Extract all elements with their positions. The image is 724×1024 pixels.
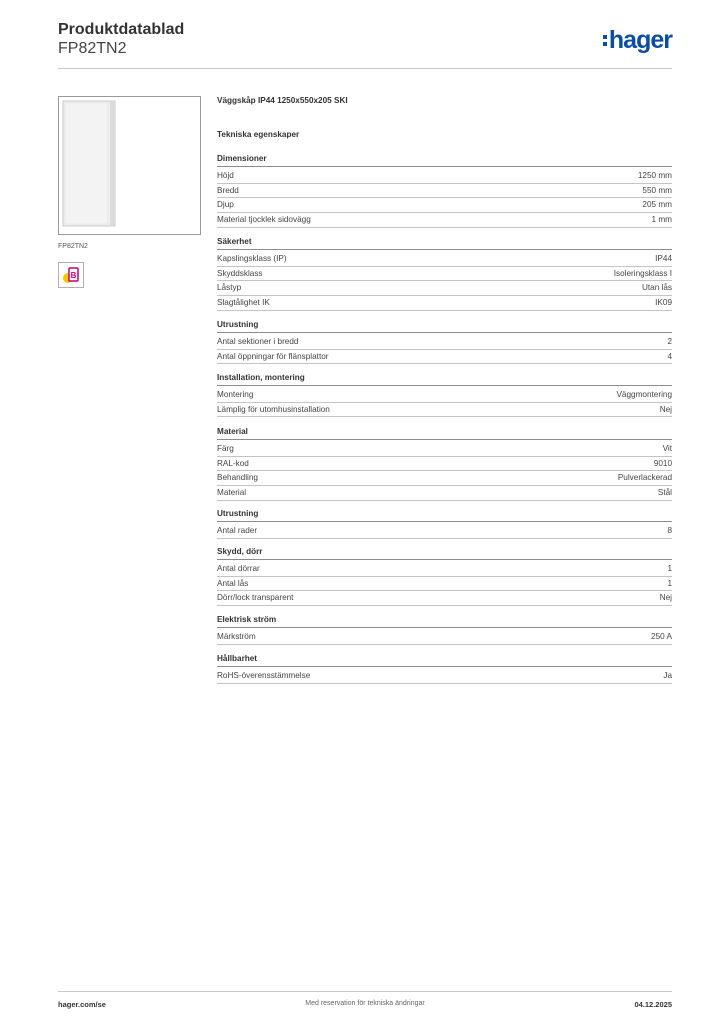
spec-row (217, 213, 672, 228)
product-code: FP82TN2 (58, 40, 127, 57)
spec-row (217, 403, 672, 418)
spec-row (217, 669, 672, 684)
spec-value: Väggmontering (616, 390, 672, 399)
hager-logo (603, 27, 672, 53)
section-heading: Dimensioner (217, 154, 672, 167)
spec-row (217, 296, 672, 311)
spec-label: Djup (217, 200, 234, 210)
logo-dots-icon (603, 35, 607, 46)
spec-value: Ja (663, 671, 672, 680)
spec-label: Antal sektioner i bredd (217, 337, 299, 346)
spec-label: Färg (217, 444, 234, 453)
spec-label: Antal dörrar (217, 564, 260, 573)
spec-value: 2 (667, 337, 672, 346)
spec-row (217, 471, 672, 486)
spec-value: 9010 (653, 458, 672, 468)
section-heading: Elektrisk ström (217, 615, 672, 628)
spec-value: 205 mm (642, 200, 672, 210)
spec-row (217, 457, 672, 472)
spec-row (217, 198, 672, 213)
logo-text: hager (608, 26, 672, 54)
spec-label: Behandling (217, 473, 258, 483)
spec-label: RAL-kod (217, 458, 249, 468)
spec-row (217, 524, 672, 539)
footer-website: hager.com/se (58, 1000, 106, 1009)
spec-value: 1 (667, 578, 672, 588)
spec-value: Vit (662, 444, 672, 453)
section-heading: Hållbarhet (217, 654, 672, 667)
spec-value: 1 mm (651, 215, 672, 225)
spec-value: 8 (667, 526, 672, 535)
spec-label: Höjd (217, 171, 234, 180)
spec-row (217, 169, 672, 184)
spec-label: Antal lås (217, 578, 249, 588)
spec-row (217, 577, 672, 592)
spec-row (217, 335, 672, 350)
spec-label: Bredd (217, 185, 239, 195)
section-heading: Utrustning (217, 320, 672, 333)
tech-heading: Tekniska egenskaper (217, 130, 300, 139)
spec-label: Skyddsklass (217, 268, 263, 278)
product-name: Väggskåp IP44 1250x550x205 SKI (217, 96, 348, 105)
spec-label: Antal rader (217, 526, 258, 535)
spec-row (217, 486, 672, 501)
footer-disclaimer: Med reservation för tekniska ändringar (305, 1000, 425, 1007)
spec-label: Lämplig för utomhusinstallation (217, 404, 330, 414)
spec-value: IP44 (655, 254, 672, 263)
spec-label: RoHS-överensstämmelse (217, 671, 311, 680)
spec-value: Nej (659, 593, 672, 603)
spec-label: Slagtålighet IK (217, 298, 270, 308)
spec-row (217, 252, 672, 267)
spec-row (217, 562, 672, 577)
spec-row (217, 281, 672, 296)
spec-value: Stål (657, 488, 672, 498)
spec-value: 550 mm (642, 185, 672, 195)
spec-row (217, 184, 672, 199)
cabinet-image (62, 100, 118, 228)
image-caption: FP82TN2 (58, 243, 88, 250)
spec-value: Utan lås (641, 283, 672, 293)
svg-text:B: B (70, 271, 77, 280)
spec-label: Antal öppningar för flänsplattor (217, 351, 329, 361)
spec-label: Kapslingsklass (IP) (217, 254, 287, 263)
spec-value: Pulverlackerad (617, 473, 672, 483)
spec-value: Isoleringsklass I (613, 268, 672, 278)
spec-label: Låstyp (217, 283, 242, 293)
spec-value: 250 A (651, 632, 672, 641)
section-heading: Säkerhet (217, 237, 672, 250)
page-footer (58, 991, 672, 1011)
spec-row (217, 442, 672, 457)
footer-date: 04.12.2025 (634, 1000, 672, 1009)
spec-label: Dörr/lock transparent (217, 593, 294, 603)
spec-value: 1250 mm (637, 171, 672, 180)
section-heading: Utrustning (217, 509, 672, 522)
spec-label: Material (217, 488, 247, 498)
section-heading: Installation, montering (217, 373, 672, 386)
document-title: Produktdatablad (58, 21, 185, 38)
spec-row (217, 350, 672, 365)
spec-value: Nej (659, 404, 672, 414)
spec-row (217, 388, 672, 403)
page-header (58, 21, 672, 69)
spec-row (217, 630, 672, 645)
spec-value: IK09 (655, 298, 672, 308)
spec-label: Montering (217, 390, 254, 399)
recycling-badge-icon (58, 262, 84, 288)
spec-label: Märkström (217, 632, 256, 641)
spec-label: Material tjocklek sidovägg (217, 215, 311, 225)
section-heading: Material (217, 427, 672, 440)
spec-value: 1 (667, 564, 672, 573)
spec-row (217, 591, 672, 606)
spec-value: 4 (667, 351, 672, 361)
section-heading: Skydd, dörr (217, 547, 672, 560)
spec-row (217, 267, 672, 282)
